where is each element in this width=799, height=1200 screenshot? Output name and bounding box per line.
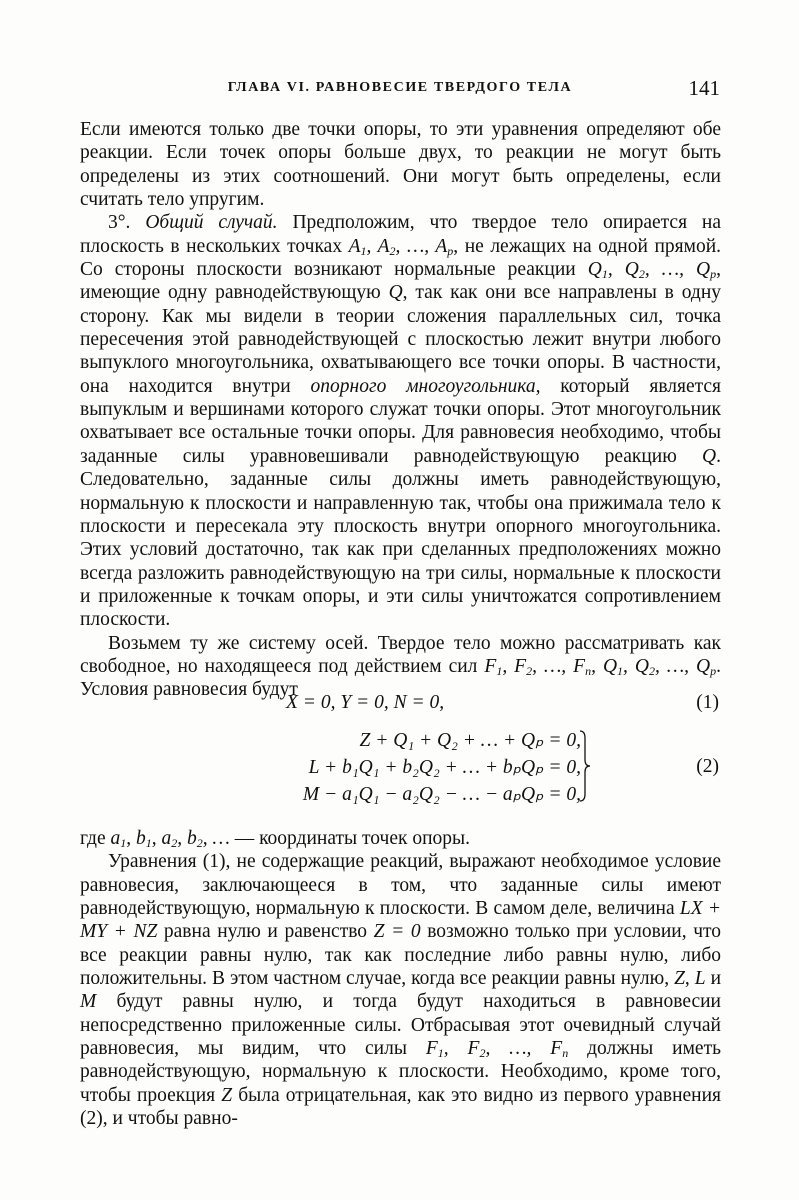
text-span: не лежащих на одной прямой. Со стороны плоскости возникают нормальные реакции — [80, 235, 722, 281]
page-number: 141 — [688, 76, 720, 100]
math-inline: Q — [388, 282, 403, 304]
text-span: возможно только при условии, что все реакции равны нулю, так как последние либо равны нулю, либо положительны. В этом частном случае, когда все реакции равны нулю, — [80, 921, 722, 990]
italic-term: опорного многоугольника, — [310, 375, 541, 397]
equation-2-line-2: L + b₁Q₁ + b₂Q₂ + … + bₚQₚ = 0, — [308, 757, 581, 778]
equation-2-system — [80, 728, 721, 804]
math-inline: LX + MY + NZ — [80, 898, 721, 943]
paragraph-3: Возьмем ту же систему осей. Твердое тело можно рассматривать как свободное, но находящееся под действием сил $F_1$, $F_2$, …, $F_n$, $Q_1$, $Q_2$, …, $Q_p$. Условия равновесия будут — [80, 632, 722, 701]
math-inline: $Q_1$, $Q_2$, …, $Q_p$ — [587, 259, 717, 282]
text-span: — координаты точек опоры. — [234, 828, 470, 849]
math-inline: $a_1$, $b_1$, $a_2$, $b_2$, … — [110, 828, 230, 850]
text-span: Следовательно, заданные силы должны иметь равнодействующую, нормальную к плоскости и направленную так, чтобы она прижимала тело к плоскости и пересекала эту плоскость внутри опорного многоугольника. Этих условий достаточно, так как при сделанных предположениях можно всегда разложить равнодействующую на три силы, нормальные к плоскости и приложенные к точкам опоры, и эти силы уничтожатся сопротивлением плоскости. — [80, 469, 721, 631]
text-span: где — [80, 828, 106, 849]
math-inline: L — [694, 968, 706, 990]
math-inline: M — [80, 991, 97, 1013]
math-inline: $F_1$, $F_2$, …, $F_n$, $Q_1$, $Q_2$, …, $Q_p$ — [484, 655, 717, 678]
equation-2-line-3: M − a₁Q₁ − a₂Q₂ − … − aₚQₚ = 0, — [302, 784, 581, 805]
text-span: равна нулю и равенство — [163, 921, 368, 943]
text-span: и — [710, 968, 721, 990]
text-span: так как они все направлены в одну сторону. Как мы видели в теории сложения параллельных сил, точка пересечения этой равнодействующей с плоскостью лежит внутри любого выпуклого многоугольника, охватывающего все точки опоры. В частности, она находится внутри — [80, 282, 722, 397]
text-span: Условия равновесия будут — [80, 679, 298, 701]
text-span: Предположим, что твердое тело опирается на плоскость в нескольких точках — [80, 212, 722, 257]
math-inline: $F_1$, $F_2$, …, $F_n$ — [425, 1038, 569, 1061]
text-span: который является выпуклым и вершинами которого служат точки опоры. Этот многоугольник охватывает все остальные точки опоры. Для равновесия необходимо, чтобы заданные силы уравновешивали равнодействующую реакцию — [80, 375, 722, 467]
text-span: Возьмем ту же систему осей. Твердое тело можно рассматривать как свободное, но находящееся под действием сил — [80, 632, 721, 677]
math-inline: Z = 0 — [373, 921, 421, 943]
math-inline: Z — [221, 1084, 233, 1106]
paragraph-5: Уравнения (1), не содержащие реакций, выражают необходимое условие равновесия, заключающееся в том, что заданные силы имеют равнодействующую, нормальную к плоскости. В самом деле, величина LX + MY + NZ равна нулю и равенство Z = 0 возможно только при условии, что все реакции равны нулю, так как последние либо равны нулю, либо положительны. В этом частном случае, когда все реакции равны нулю, Z, L и M будут равны нулю, и тогда будут находиться в равновесии непосредственно приложенные силы. Отбрасывая этот очевидный случай равновесия, мы видим, что силы $F_1$, $F_2$, …, $F_n$ должны иметь равнодействующую, нормальную к плоскости. Необходимо, кроме того, чтобы проекция Z была отрицательная, как это видно из первого уравнения (2), и чтобы равно- — [80, 851, 722, 1130]
text-body-bottom — [80, 827, 721, 1130]
right-brace-icon — [578, 730, 592, 802]
equation-2-line-1: Z + Q₁ + Q₂ + … + Qₚ = 0, — [359, 730, 581, 751]
equation-1-content: X = 0, Y = 0, N = 0, — [286, 692, 445, 713]
paragraph-1: Если имеются только две точки опоры, то эти уравнения определяют обе реакции. Если точек опоры больше двух, то реакции не могут быть определены из этих соотношений. Они могут быть определены, если считать тело упругим. — [80, 119, 721, 211]
text-span: должны иметь равнодействующую, нормальную к плоскости. Необходимо, кроме того, чтобы проекция — [80, 1038, 721, 1106]
equation-2-number: (2) — [696, 756, 719, 777]
text-span: Уравнения (1), не содержащие реакций, выражают необходимое условие равновесия, заключающееся в том, что заданные силы имеют равнодействующую, нормальную к плоскости. В самом деле, величина — [80, 851, 721, 920]
equation-1-number: (1) — [696, 692, 719, 713]
paragraph-4 — [80, 827, 721, 850]
section-number: 3°. — [108, 212, 131, 234]
text-body-top — [80, 118, 721, 702]
chapter-title: ГЛАВА VI. РАВНОВЕСИЕ ТВЕРДОГО ТЕЛА — [227, 80, 573, 95]
math-inline: $A_1$, $A_2$, …, $A_p$ — [348, 235, 454, 258]
math-inline: Q — [702, 445, 717, 467]
section-title: Общий случай. — [145, 212, 278, 234]
running-header — [80, 76, 720, 102]
equation-1 — [80, 692, 721, 718]
text-span: была отрицательная, как это видно из первого уравнения (2), и чтобы равно- — [80, 1084, 722, 1130]
math-inline: Z — [674, 968, 685, 990]
text-span: имеющие одну равнодействующую — [80, 282, 381, 304]
text-span: будут равны нулю, и тогда будут находиться в равновесии непосредственно приложенные силы. Отбрасывая этот очевидный случай равновесия, мы видим, что силы — [80, 991, 721, 1060]
paragraph-2: 3°. Общий случай. Предположим, что твердое тело опирается на плоскость в нескольких точках $A_1$, $A_2$, …, $A_p$, не лежащих на одной прямой. Со стороны плоскости возникают нормальные реакции $Q_1$, $Q_2$, …, $Q_p$, имеющие одну равнодействующую Q, так как они все направлены в одну сторону. Как мы видели в теории сложения параллельных сил, точка пересечения этой равнодействующей с плоскостью лежит внутри любого выпуклого многоугольника, охватывающего все точки опоры. В частности, она находится внутри опорного многоугольника, который является выпуклым и вершинами которого служат точки опоры. Этот многоугольник охватывает все остальные точки опоры. Для равновесия необходимо, чтобы заданные силы уравновешивали равнодействующую реакцию Q. Следовательно, заданные силы должны иметь равнодействующую, нормальную к плоскости и направленную так, чтобы она прижимала тело к плоскости и пересекала эту плоскость внутри опорного многоугольника. Этих условий достаточно, так как при сделанных предположениях можно всегда разложить равнодействующую на три силы, нормальные к плоскости и приложенные к точкам опоры, и эти силы уничтожатся сопротивлением плоскости. — [80, 212, 722, 631]
